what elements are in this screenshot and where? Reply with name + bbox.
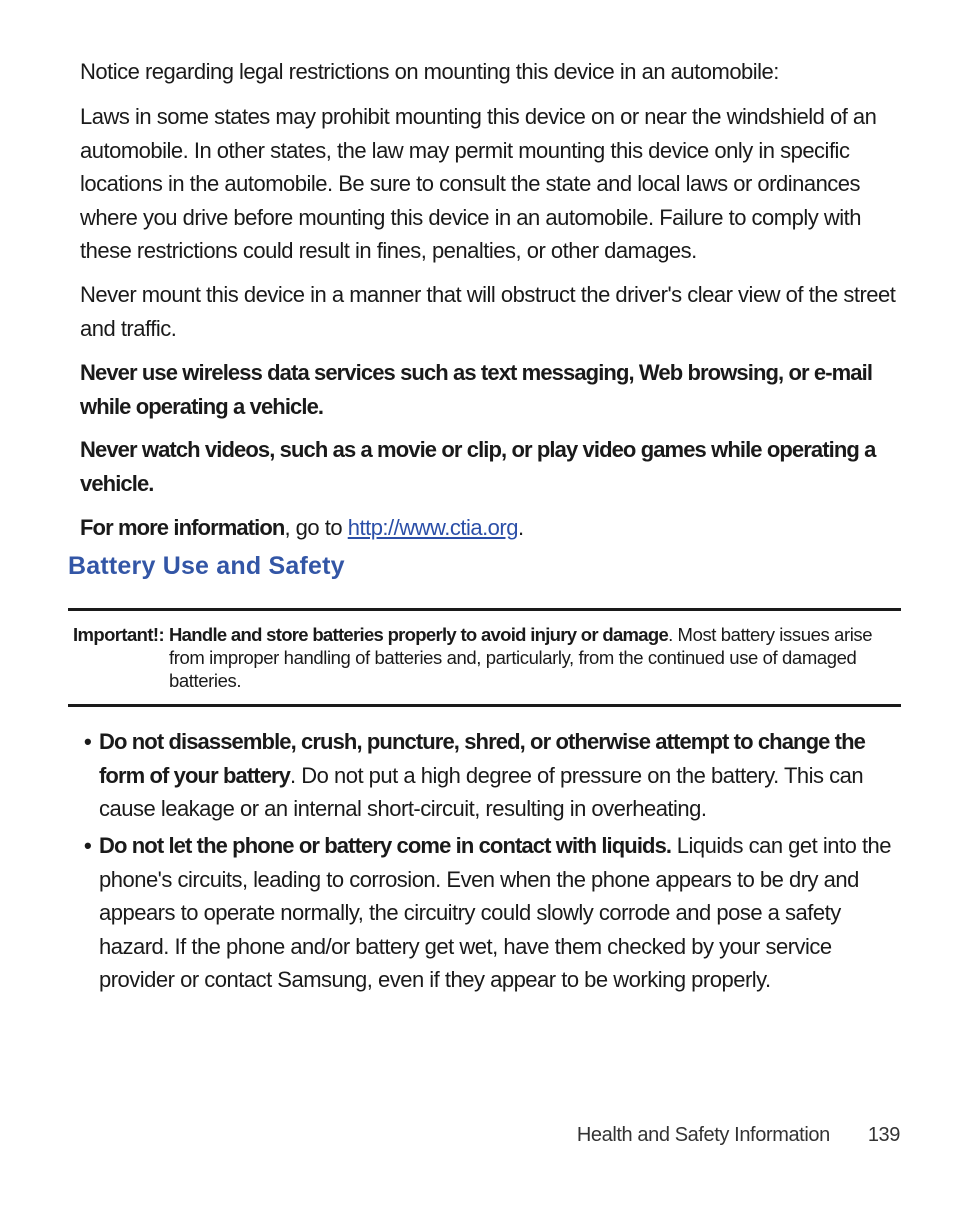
bullet-bold: Do not disassemble, crush, puncture, shred, or otherwise attempt to change the form of your battery (99, 729, 865, 788)
page-footer (577, 1124, 900, 1147)
footer-section-name: Health and Safety Information (576, 1124, 830, 1146)
ctia-link[interactable]: http://www.ctia.org (347, 515, 518, 540)
page-number: 139 (867, 1124, 900, 1146)
important-label: Important!: (73, 624, 165, 645)
bullet-body: Liquids can get into the phone's circuits, leading to corrosion. Even when the phone appears to be dry and appears to operate normally, the circuitry could slowly corrode and pose a safety hazard. If the phone and/or battery get wet, have them checked by your service provider or contact Samsung, even if they appear to be working properly. (99, 833, 892, 992)
section-heading: Battery Use and Safety (68, 552, 345, 580)
more-info-text: , go to (284, 515, 348, 540)
bullet-body: . Do not put a high degree of pressure on the battery. This can cause leakage or an internal short-circuit, resulting in overheating. (99, 762, 864, 821)
more-info-bold: For more information (80, 515, 285, 540)
never-watch-text: Never watch videos, such as a movie or clip, or play video games while operating a vehicle. (80, 437, 876, 496)
bullet-text (99, 725, 902, 826)
bullet-marker: • (84, 729, 92, 754)
bottom-divider (68, 704, 901, 707)
never-wireless-text: Never use wireless data services such as text messaging, Web browsing, or e-mail while operating a vehicle. (80, 360, 873, 419)
never-wireless-paragraph (80, 356, 902, 423)
important-text: . Most battery issues arise from improper handling of batteries and, particularly, from the continued use of damaged batteries. (169, 624, 873, 691)
notice-paragraph: Notice regarding legal restrictions on mounting this device in an automobile: (80, 59, 779, 84)
bullet-bold: Do not let the phone or battery come in contact with liquids. (99, 833, 672, 858)
top-divider (68, 608, 901, 611)
never-watch-paragraph (80, 433, 902, 500)
important-body (169, 623, 901, 692)
important-bold: Handle and store batteries properly to avoid injury or damage (169, 624, 669, 645)
bullet-marker: • (84, 833, 92, 858)
laws-paragraph: Laws in some states may prohibit mounting this device on or near the windshield of an automobile. In other states, the law may permit mounting this device only in specific locations in the automobile. Be sure to consult the state and local laws or ordinances where you drive before mounting this device in an automobile. Failure to comply with these restrictions could result in fines, penalties, or other damages. (80, 104, 877, 263)
bullet-text (99, 829, 902, 997)
more-info-paragraph (80, 511, 902, 545)
more-info-end: . (517, 515, 524, 540)
never-mount-paragraph: Never mount this device in a manner that will obstruct the driver's clear view of the street and traffic. (80, 282, 896, 341)
